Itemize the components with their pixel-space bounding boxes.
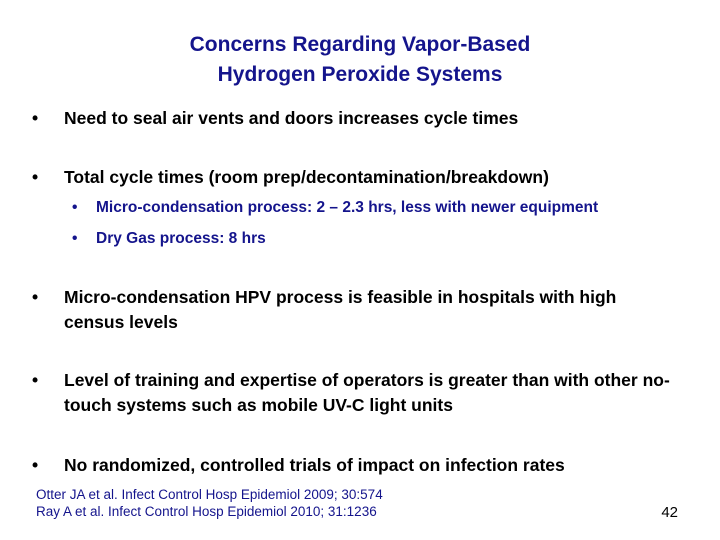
- bullet-item: [32, 285, 672, 335]
- bullet-text: Level of training and expertise of operators is greater than with other no-touch systems such as mobile UV-C light units: [64, 370, 670, 415]
- sub-bullet-text: Dry Gas process: 8 hrs: [96, 230, 266, 247]
- bullet-text: No randomized, controlled trials of impact on infection rates: [64, 455, 565, 475]
- bullet-text: Need to seal air vents and doors increases cycle times: [64, 108, 519, 128]
- references: [36, 486, 596, 520]
- bullet-text: Micro-condensation HPV process is feasible in hospitals with high census levels: [64, 287, 617, 332]
- reference-line: Otter JA et al. Infect Control Hosp Epidemiol 2009; 30:574: [36, 487, 383, 502]
- slide-title-line-2: Hydrogen Peroxide Systems: [217, 63, 503, 86]
- bullet-dot-icon: •: [32, 108, 39, 128]
- reference-line: Ray A et al. Infect Control Hosp Epidemiol 2010; 31:1236: [36, 504, 377, 519]
- bullet-item: [32, 106, 672, 131]
- slide-title-line-1: Concerns Regarding Vapor-Based: [189, 33, 531, 56]
- page-number: 42: [661, 504, 678, 521]
- bullet-item: [32, 453, 672, 478]
- bullet-dot-icon: •: [32, 287, 39, 307]
- bullet-item: [32, 165, 672, 190]
- bullet-item: [32, 368, 672, 418]
- sub-bullet-item: [72, 228, 692, 250]
- bullet-dot-icon: •: [32, 455, 39, 475]
- sub-bullet-item: [72, 197, 692, 219]
- sub-bullet-dot-icon: •: [72, 230, 78, 247]
- bullet-dot-icon: •: [32, 370, 39, 390]
- bullet-text: Total cycle times (room prep/decontamination/breakdown): [64, 167, 549, 187]
- sub-bullet-text: Micro-condensation process: 2 – 2.3 hrs, less with newer equipment: [96, 199, 599, 216]
- bullet-dot-icon: •: [32, 167, 39, 187]
- sub-bullet-dot-icon: •: [72, 199, 78, 216]
- slide-title: [80, 30, 640, 90]
